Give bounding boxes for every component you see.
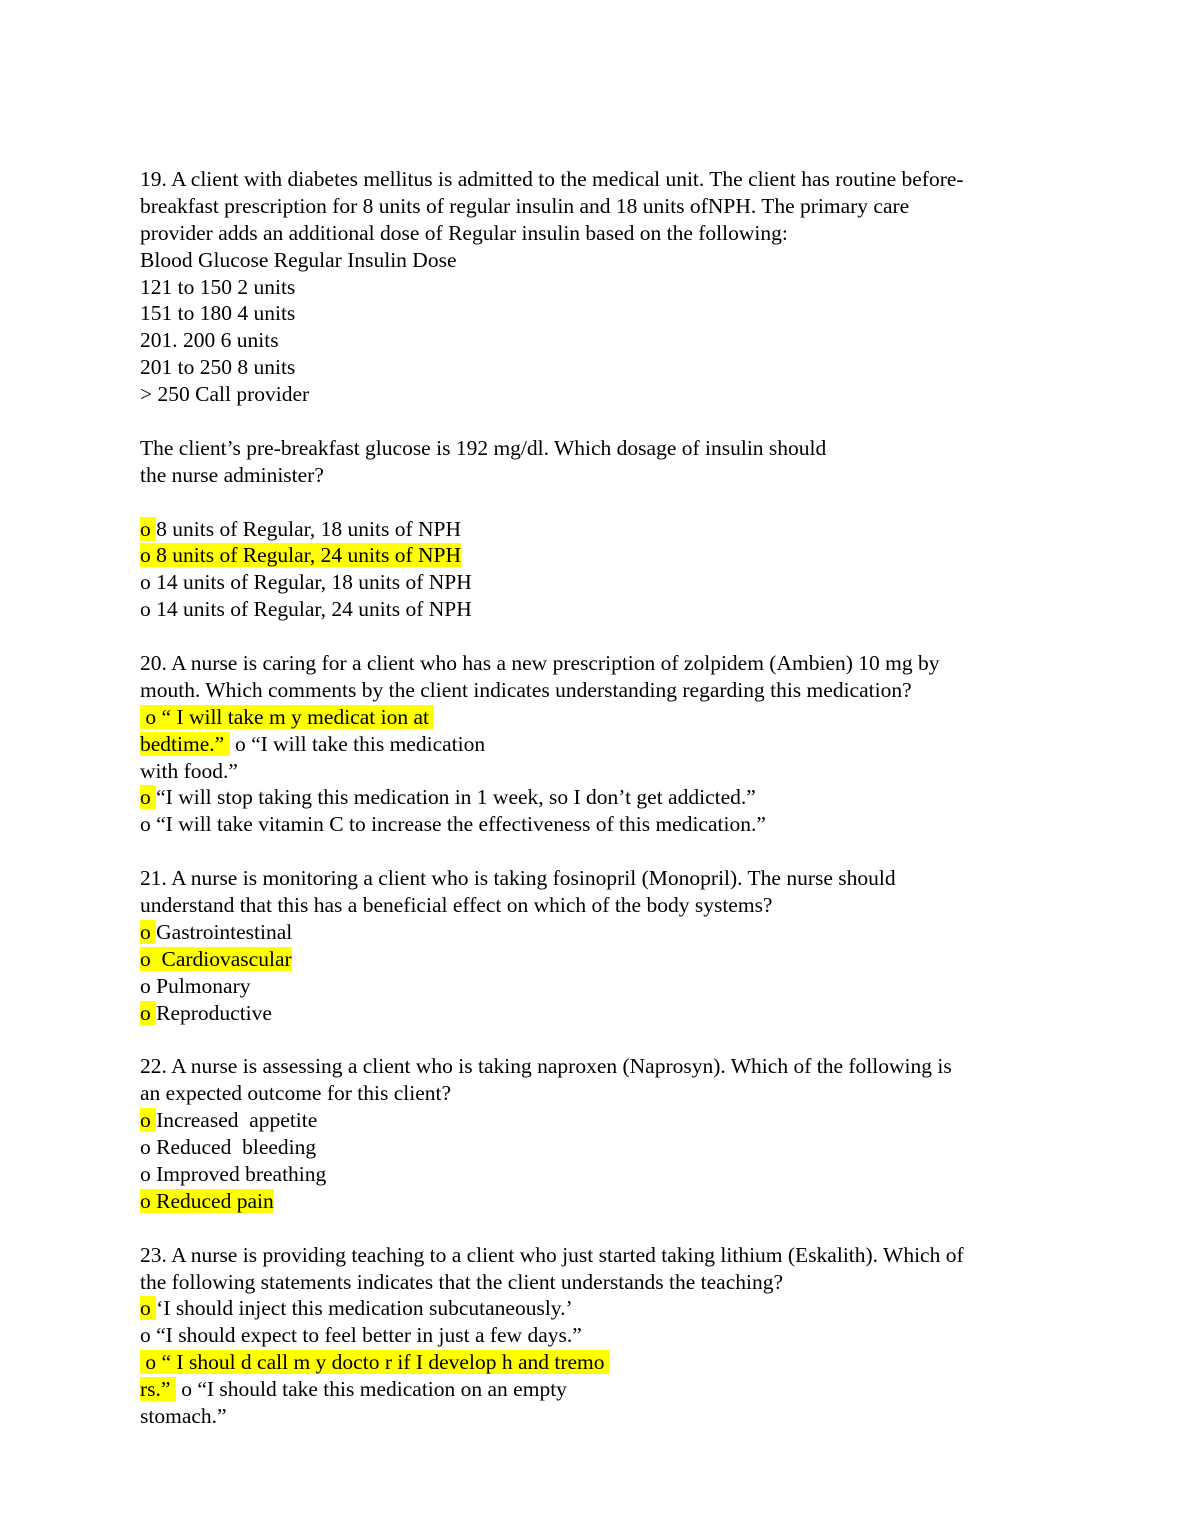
question-19-option-4: o 14 units of Regular, 24 units of NPH [140,597,472,622]
answer-highlight: o [140,1000,157,1025]
question-23-option-3 [140,1349,1050,1376]
question-20-option-1 [140,704,1050,731]
spacer [140,1215,1050,1242]
question-22-option-1 [140,1107,1050,1134]
question-23-option-3-cont [140,1376,1050,1403]
spacer [140,408,1050,435]
question-23-option-4: o “I should take this medication on an empty [175,1377,567,1402]
question-22 [140,1053,1050,1214]
dose-table-row: > 250 Call provider [140,382,310,407]
question-21-option-2 [140,946,1050,973]
answer-highlight: o Reduced pain [140,1188,274,1213]
question-22-stem-line-1: 22. A nurse is assessing a client who is taking naproxen (Naprosyn). Which of the following is [140,1054,952,1079]
answer-highlight: o [140,919,157,944]
spacer [140,623,1050,650]
question-23-stem-line-2: the following statements indicates that the client understands the teaching? [140,1269,784,1294]
question-19-option-2 [140,542,1050,569]
dose-table-row: 201. 200 6 units [140,328,279,353]
document-page [140,166,1050,1430]
answer-highlight: o [140,516,157,541]
option-text: “I will stop taking this medication in 1 week, so I don’t get addicted.” [156,785,756,810]
question-19-option-1 [140,516,1050,543]
option-text: Gastrointestinal [156,919,293,944]
question-20-option-4: o “I will take vitamin C to increase the effectiveness of this medication.” [140,812,766,837]
option-text: 8 units of Regular, 18 units of NPH [156,516,462,541]
question-20-stem-line-1: 20. A nurse is caring for a client who has a new prescription of zolpidem (Ambien) 10 mg by [140,651,940,676]
spacer [140,489,1050,516]
question-20-option-2: o “I will take this medication [229,731,486,756]
question-21-option-1 [140,919,1050,946]
question-19-stem-line-3: provider adds an additional dose of Regular insulin based on the following: [140,220,788,245]
question-23-option-1 [140,1295,1050,1322]
question-20-stem-line-2: mouth. Which comments by the client indicates understanding regarding this medication? [140,677,912,702]
question-22-option-3: o Improved breathing [140,1161,327,1186]
answer-highlight: bedtime.” [140,731,230,756]
question-21 [140,865,1050,1026]
dose-table-row: 151 to 180 4 units [140,301,296,326]
question-20-option-3 [140,784,1050,811]
spacer [140,838,1050,865]
question-19-stem-line-1: 19. A client with diabetes mellitus is admitted to the medical unit. The client has routine before- [140,167,964,191]
question-21-option-4 [140,1000,1050,1027]
question-20-option-1-cont [140,731,1050,758]
answer-highlight: o [140,1296,157,1321]
question-22-option-4 [140,1188,1050,1215]
answer-highlight: rs.” [140,1377,176,1402]
answer-highlight: o [140,785,157,810]
question-22-option-2: o Reduced bleeding [140,1135,317,1160]
option-text: Reproductive [156,1000,272,1025]
dose-table-row: 121 to 150 2 units [140,274,296,299]
answer-highlight: o 8 units of Regular, 24 units of NPH [140,543,462,568]
question-20 [140,650,1050,838]
question-19-prompt-line-2: the nurse administer? [140,462,324,487]
question-19-stem-line-2: breakfast prescription for 8 units of regular insulin and 18 units ofNPH. The primary care [140,193,910,218]
question-22-stem-line-2: an expected outcome for this client? [140,1081,452,1106]
question-23-option-4-cont: stomach.” [140,1403,227,1428]
option-text: Increased appetite [156,1108,318,1133]
question-19 [140,166,1050,623]
question-23 [140,1242,1050,1430]
question-23-stem-line-1: 23. A nurse is providing teaching to a client who just started taking lithium (Eskalith). Which of [140,1242,964,1267]
dose-table-header: Blood Glucose Regular Insulin Dose [140,247,457,272]
answer-highlight: o Cardiovascular [140,946,292,971]
question-21-option-3: o Pulmonary [140,973,251,998]
question-21-stem-line-1: 21. A nurse is monitoring a client who is taking fosinopril (Monopril). The nurse should [140,866,896,891]
option-text: ‘I should inject this medication subcutaneously.’ [156,1296,573,1321]
answer-highlight: o “ I shoul d call m y docto r if I develop h and tremo [140,1350,610,1375]
spacer [140,1027,1050,1054]
question-19-prompt-line-1: The client’s pre-breakfast glucose is 192 mg/dl. Which dosage of insulin should [140,435,827,460]
question-23-option-2: o “I should expect to feel better in just a few days.” [140,1323,582,1348]
dose-table-row: 201 to 250 8 units [140,355,296,380]
question-21-stem-line-2: understand that this has a beneficial effect on which of the body systems? [140,893,773,918]
question-20-option-2-cont: with food.” [140,758,238,783]
answer-highlight: o [140,1108,157,1133]
question-19-option-3: o 14 units of Regular, 18 units of NPH [140,570,472,595]
answer-highlight: o “ I will take m y medicat ion at [140,704,435,729]
